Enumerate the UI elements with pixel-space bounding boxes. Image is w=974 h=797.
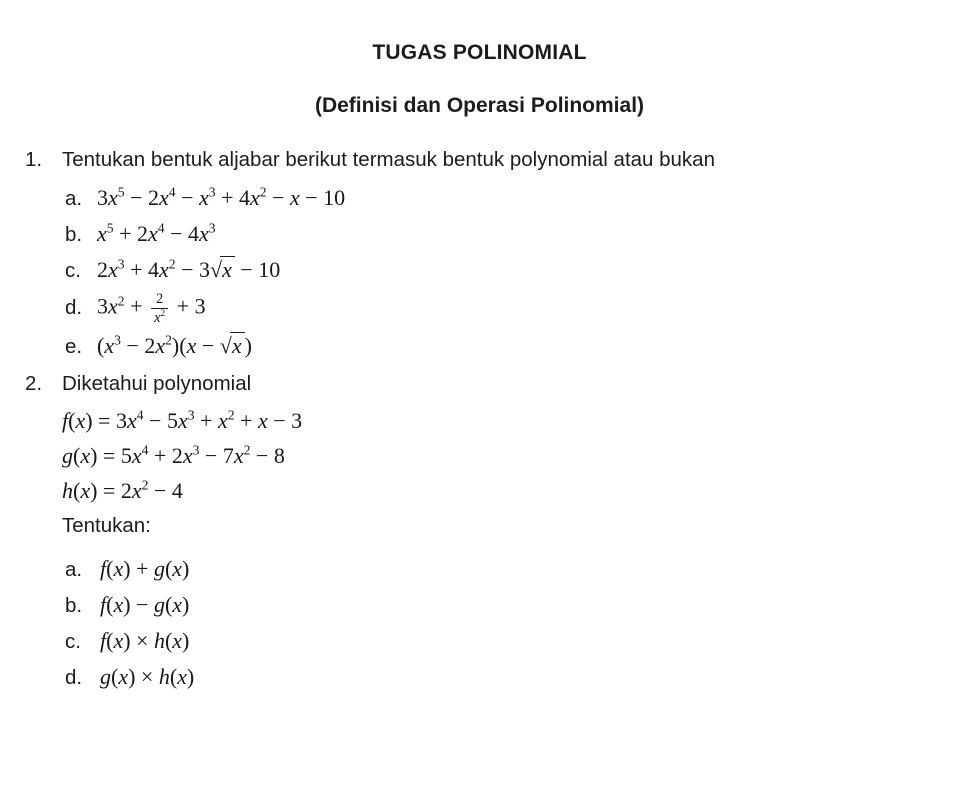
question-2	[25, 371, 934, 695]
question-prompt: Tentukan bentuk aljabar berikut termasuk bentuk polynomial atau bukan	[62, 148, 715, 171]
list-item	[65, 623, 934, 659]
item-formula: f(x) + g(x)	[100, 556, 190, 582]
document-title: TUGAS POLINOMIAL	[372, 41, 587, 64]
list-item	[65, 331, 934, 362]
question-2-sub-items	[65, 551, 934, 695]
question-2-line	[25, 371, 934, 397]
list-item	[65, 291, 934, 326]
polynomial-line-h: $h(x) = 2x^2 - 4$	[62, 478, 183, 504]
question-number: 1.	[25, 148, 43, 171]
instruction-label: Tentukan:	[62, 514, 151, 538]
item-formula: g(x) × h(x)	[100, 664, 195, 690]
question-1-line	[25, 147, 934, 173]
question-1-sub-items	[65, 183, 934, 362]
question-number: 2.	[25, 372, 43, 396]
list-item	[65, 659, 934, 695]
item-label: d.	[65, 666, 83, 690]
list-item	[65, 551, 934, 587]
item-label: c.	[65, 630, 81, 654]
item-label: a.	[65, 187, 83, 210]
item-label: d.	[65, 295, 83, 319]
question-1	[25, 147, 934, 362]
polynomial-line-f: $f(x) = 3x^4 - 5x^3 + x^2 + x - 3$	[62, 408, 303, 434]
item-formula: $3x^5 - 2x^4 - x^3 + 4x^2 - x - 10$	[97, 184, 346, 210]
item-formula: $3x^2$ + $\frac{2}{x^2}$ + 3	[97, 291, 206, 326]
item-formula: $(x^3 - 2x^2)(x - √x$ )	[97, 333, 252, 359]
item-formula: $2x^3 + 4x^2 - 3√x - 10$	[97, 256, 281, 282]
item-label: a.	[65, 558, 83, 582]
item-label: b.	[65, 223, 83, 246]
list-item	[65, 255, 934, 286]
document-header	[25, 42, 934, 116]
item-label: c.	[65, 259, 81, 282]
given-polynomials	[62, 403, 934, 508]
list-item	[65, 587, 934, 623]
polynomial-line-g: $g(x) = 5x^4 + 2x^3 - 7x^2 - 8$	[62, 443, 285, 469]
document-subtitle: (Definisi dan Operasi Polinomial)	[314, 94, 645, 117]
item-label: e.	[65, 335, 83, 359]
item-formula: $x^5 + 2x^4 - 4x^3$	[97, 220, 216, 246]
item-formula: f(x) × h(x)	[100, 628, 190, 654]
list-item	[65, 183, 934, 214]
question-prompt: Diketahui polynomial	[62, 372, 252, 396]
item-formula: f(x) − g(x)	[100, 592, 190, 618]
list-item	[65, 219, 934, 250]
item-label: b.	[65, 594, 83, 618]
